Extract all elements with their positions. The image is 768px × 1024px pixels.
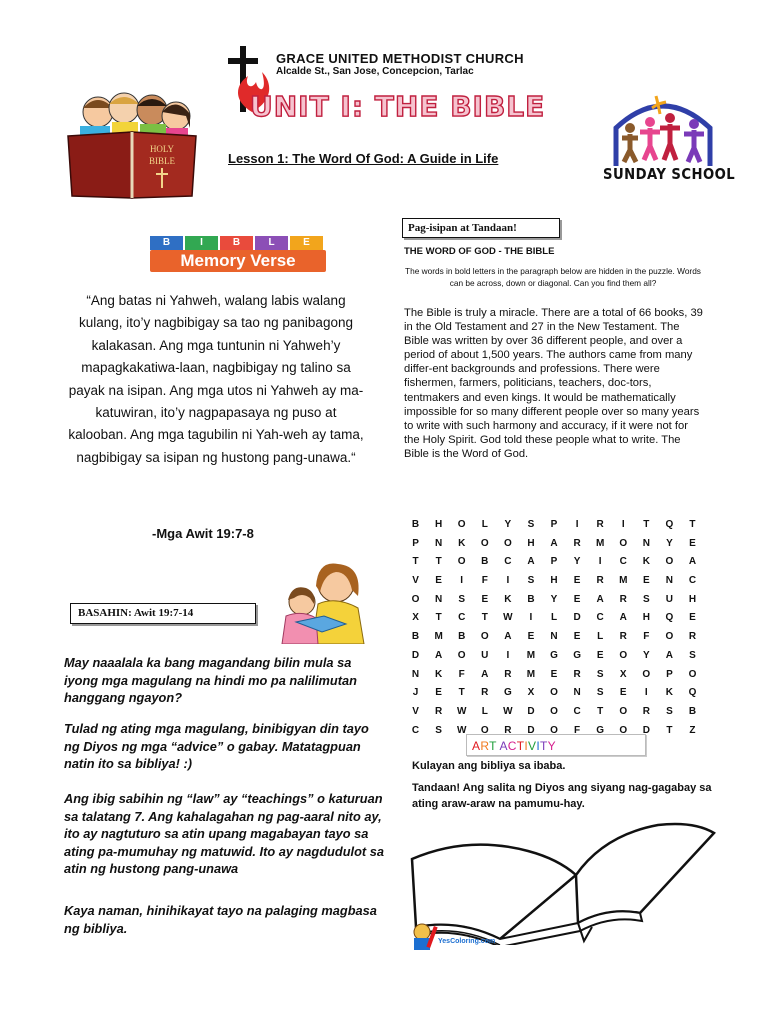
word-search-cell: L — [481, 705, 488, 717]
word-search-cell: C — [504, 556, 512, 568]
word-search-cell: D — [527, 705, 535, 717]
word-search-cell: O — [619, 649, 628, 661]
word-search-cell: I — [621, 519, 625, 530]
lesson-title: Lesson 1: The Word Of God: A Guide in Life — [228, 151, 499, 166]
word-search-cell: G — [596, 724, 605, 736]
word-search-cell: O — [642, 668, 651, 680]
word-search-cell: N — [411, 668, 420, 680]
word-search-cell: S — [666, 705, 673, 717]
basahin-paragraph-4: Kaya naman, hinihikayat tayo na palaging magbasa ng bibliya. — [64, 903, 377, 936]
word-search-cell: A — [550, 537, 558, 549]
word-search-cell: E — [689, 612, 696, 624]
word-search-cell: P — [550, 519, 558, 530]
word-search-cell: K — [435, 668, 443, 680]
art-label-letter: I — [524, 739, 529, 753]
basahin-label: BASAHIN: Awit 19:7-14 — [70, 603, 256, 624]
word-search-cell: C — [458, 612, 466, 624]
word-search-cell: E — [596, 649, 604, 661]
word-search-cell: H — [688, 593, 697, 605]
word-search-cell: I — [598, 556, 602, 568]
word-search-cell: I — [506, 649, 510, 661]
word-search-cell: R — [573, 668, 581, 680]
word-search-cell: O — [457, 649, 466, 661]
word-search-cell: O — [457, 519, 466, 530]
bible-letter: I — [185, 236, 218, 250]
basahin-paragraph-3: Ang ibig sabihin ng “law” ay “teachings” o katuruan sa talatang 7. Ang kahalagahan ng pag-aaral nito ay, ito ay nagtuturo sa atin upang magabayan tayo sa ating pa-mumuhay ng matuwid. Ito ay nagdudulot sa atin ng hustong pang-unawa — [64, 791, 384, 876]
word-search-cell: E — [435, 687, 442, 699]
word-search-cell: W — [456, 724, 467, 736]
art-label-letter: V — [528, 739, 537, 753]
word-search-cell: V — [412, 705, 419, 717]
word-search-cell: R — [688, 631, 697, 643]
word-search-cell: T — [481, 612, 488, 624]
word-search-cell: O — [457, 556, 466, 568]
word-search-cell: G — [573, 649, 581, 661]
art-label-letter: T — [516, 739, 525, 753]
word-search-cell: C — [688, 575, 697, 587]
word-search-cell: O — [665, 631, 674, 643]
word-search-cell: E — [573, 575, 581, 587]
word-search-cell: E — [550, 668, 558, 680]
word-search-cell: H — [642, 612, 650, 624]
word-search-cell: C — [411, 724, 420, 736]
word-search-cell: W — [456, 705, 467, 717]
word-search-cell: O — [688, 668, 697, 680]
word-search-cell: S — [527, 575, 535, 587]
word-search-row — [404, 572, 704, 591]
yescoloring-logo-icon — [410, 920, 500, 952]
word-search-cell: A — [688, 556, 697, 568]
art-label-letter: T — [489, 739, 497, 753]
word-search-cell: O — [480, 724, 489, 736]
word-search-cell: E — [573, 631, 581, 643]
word-search-row — [404, 703, 704, 722]
word-search-cell: C — [596, 612, 604, 624]
word-search-cell: T — [412, 556, 419, 568]
memory-verse-title: Memory Verse — [150, 250, 326, 272]
word-search-cell: S — [527, 519, 535, 530]
word-search-cell: S — [689, 649, 696, 661]
book-cover-holy: HOLY — [149, 144, 175, 154]
word-search-cell: E — [481, 593, 489, 605]
word-search-cell: K — [504, 593, 512, 605]
word-search-cell: O — [550, 687, 558, 699]
word-search-cell: R — [642, 705, 650, 717]
word-search-cell: X — [619, 668, 627, 680]
word-search-cell: S — [435, 724, 442, 736]
word-search-cell: Q — [665, 612, 674, 624]
word-search-cell: P — [412, 537, 419, 549]
art-label-letter: R — [480, 739, 490, 753]
word-search-cell: N — [642, 537, 650, 549]
word-search-cell: A — [665, 649, 674, 661]
word-search-cell: N — [573, 687, 581, 699]
church-name: GRACE UNITED METHODIST CHURCH — [276, 51, 524, 66]
word-search-cell: E — [689, 537, 696, 549]
word-search-cell: D — [411, 649, 420, 661]
word-search-cell: G — [550, 649, 558, 661]
word-search-cell: U — [665, 593, 674, 605]
word-search-cell: F — [481, 575, 488, 587]
art-label-letter: A — [472, 739, 481, 753]
word-search-cell: H — [527, 537, 535, 549]
word-search-cell: F — [643, 631, 650, 643]
word-search-row — [404, 591, 704, 610]
memory-verse-reference: -Mga Awit 19:7-8 — [152, 526, 254, 541]
word-search-cell: J — [412, 687, 419, 699]
word-search-cell: M — [526, 649, 536, 661]
word-search-cell: X — [412, 612, 419, 624]
word-search-cell: Y — [666, 537, 673, 549]
word-search-cell: Q — [688, 687, 697, 699]
word-search-cell: A — [596, 593, 604, 605]
word-search-row — [404, 535, 704, 554]
word-search-cell: S — [596, 668, 604, 680]
sunday-school-label: SUNDAY SCHOOL — [603, 165, 736, 183]
word-search-cell: A — [527, 556, 535, 568]
word-search-row — [404, 609, 704, 628]
word-search-row — [404, 553, 704, 572]
word-search-cell: S — [642, 593, 650, 605]
word-search-cell: Q — [665, 519, 674, 530]
art-label-letter: A — [499, 739, 508, 753]
word-search-cell: U — [481, 649, 489, 661]
word-search-row — [404, 516, 704, 535]
word-search-cell: E — [527, 631, 535, 643]
kids-holy-bible-icon — [62, 92, 202, 200]
word-search-cell: K — [458, 537, 466, 549]
memory-verse-text: “Ang batas ni Yahweh, walang labis walang kulang, ito’y nagbibigay sa tao ng panibagong kalakasan. Ang mga tuntunin ni Yahweh’y mapagkakatiwa-laan, nagbibigay ng talino sa payak na isipan. Ang mga utos ni Yahweh ay ma-katuwiran, ito’y nagpapasaya ng puso at kalooban. Ang mga tagubilin ni Yah-weh ay tama, nagbibigay sa isipan ng hustong pang-unawa.“ — [68, 293, 364, 465]
word-search-cell: T — [643, 519, 650, 530]
bible-letter: E — [290, 236, 323, 250]
word-search-cell: F — [574, 724, 581, 736]
word-search-cell: T — [435, 612, 442, 624]
word-search-cell: N — [665, 575, 674, 587]
word-search-cell: B — [688, 705, 697, 717]
word-search-cell: O — [619, 705, 628, 717]
word-search-cell: H — [435, 519, 443, 530]
word-search-cell: O — [480, 537, 489, 549]
word-search-cell: F — [458, 668, 465, 680]
basahin-paragraph-1: May naaalala ka bang magandang bilin mula sa iyong mga magulang na hindi mo pa nalilimutan hanggang ngayon? — [64, 655, 357, 705]
word-search-cell: R — [596, 519, 604, 530]
art-label-letter: C — [507, 739, 517, 753]
word-search-cell: L — [481, 519, 488, 530]
word-search-cell: R — [504, 668, 512, 680]
word-search-cell: Y — [550, 593, 558, 605]
bible-letter: B — [150, 236, 183, 250]
word-search-cell: O — [550, 705, 558, 717]
word-search-cell: V — [412, 575, 419, 587]
word-search-cell: Y — [504, 519, 512, 530]
word-search-cell: O — [550, 724, 558, 736]
word-of-god-heading: THE WORD OF GOD - THE BIBLE — [404, 246, 555, 257]
word-search-cell: K — [642, 556, 650, 568]
word-search-cell: T — [458, 687, 465, 699]
word-search-cell: T — [689, 519, 696, 530]
word-search-cell: Z — [689, 724, 696, 736]
word-search-cell: K — [665, 687, 674, 699]
word-search-cell: S — [596, 687, 604, 699]
word-search-cell: Y — [573, 556, 581, 568]
word-search-cell: A — [481, 668, 489, 680]
word-search-cell: M — [595, 537, 605, 549]
bible-letters — [150, 232, 326, 250]
art-instruction: Kulayan ang bibliya sa ibaba. — [412, 760, 566, 772]
word-search-cell: T — [597, 705, 604, 717]
word-search-cell: N — [550, 631, 558, 643]
word-search-grid — [404, 516, 704, 740]
word-search-cell: O — [503, 537, 512, 549]
word-search-cell: R — [573, 537, 581, 549]
word-search-cell: I — [644, 687, 648, 699]
word-search-cell: I — [506, 575, 510, 587]
word-search-cell: O — [619, 537, 628, 549]
word-search-cell: T — [435, 556, 442, 568]
word-search-cell: M — [619, 575, 628, 587]
word-search-cell: N — [435, 593, 443, 605]
word-search-cell: G — [503, 687, 512, 699]
word-search-cell: B — [527, 593, 535, 605]
art-label-letter: I — [536, 739, 540, 753]
basahin-paragraph-2: Tulad ng ating mga magulang, binibigyan din tayo ng Diyos ng mga “advice” o gabay. Matatagpuan natin ito sa bibliya! :) — [64, 721, 369, 771]
word-search-cell: L — [597, 631, 604, 643]
word-search-cell: W — [503, 612, 513, 624]
word-search-cell: R — [481, 687, 489, 699]
word-search-cell: C — [573, 705, 581, 717]
word-search-cell: W — [503, 705, 513, 717]
art-activity-box — [466, 734, 646, 756]
word-search-cell: B — [411, 519, 420, 530]
word-search-cell: I — [460, 575, 464, 587]
word-search-cell: D — [573, 612, 581, 624]
word-search-cell: M — [434, 631, 443, 643]
mother-child-reading-icon — [272, 560, 368, 644]
word-search-cell: R — [596, 575, 604, 587]
word-search-row — [404, 684, 704, 703]
word-search-cell: R — [435, 705, 443, 717]
word-search-cell: O — [480, 631, 489, 643]
art-label-letter: T — [539, 739, 548, 753]
word-search-row — [404, 628, 704, 647]
word-search-cell: O — [665, 556, 674, 568]
word-search-cell: E — [573, 593, 581, 605]
word-search-cell: Y — [642, 649, 650, 661]
word-search-cell: A — [619, 612, 627, 624]
word-search-cell: O — [411, 593, 420, 605]
art-activity-label — [472, 735, 645, 757]
word-search-cell: D — [642, 724, 650, 736]
word-search-cell: B — [458, 631, 466, 643]
word-search-cell: R — [619, 631, 627, 643]
word-search-cell: B — [481, 556, 489, 568]
word-search-cell: R — [619, 593, 627, 605]
bible-letter: B — [220, 236, 253, 250]
word-search-cell: E — [619, 687, 627, 699]
bible-memory-verse-badge — [150, 232, 326, 268]
word-search-cell: I — [575, 519, 579, 530]
word-search-cell: E — [642, 575, 650, 587]
word-search-cell: X — [527, 687, 535, 699]
word-search-cell: P — [550, 556, 558, 568]
word-search-row — [404, 666, 704, 685]
word-search-cell: M — [526, 668, 536, 680]
puzzle-instructions: The words in bold letters in the paragraph below are hidden in the puzzle. Words can be across, down or diagonal. Can you find them all? — [405, 266, 701, 288]
word-search-cell: P — [666, 668, 673, 680]
word-search-cell: H — [550, 575, 558, 587]
word-search-cell: E — [435, 575, 442, 587]
word-search-cell: B — [411, 631, 420, 643]
unit-title: UNIT I: THE BIBLE — [250, 90, 546, 123]
word-search-cell: L — [550, 612, 558, 624]
word-search-cell: S — [458, 593, 466, 605]
word-search-cell: C — [619, 556, 627, 568]
yescoloring-credit: YesColoring.com — [438, 938, 496, 945]
book-cover-bible: BIBLE — [149, 156, 175, 166]
word-search-row — [404, 647, 704, 666]
tandaan-reminder: Tandaan! Ang salita ng Diyos ang siyang nag-gagabay sa ating araw-araw na pamumu-hay. — [412, 782, 712, 811]
word-search-cell: N — [435, 537, 443, 549]
bible-letter: L — [255, 236, 288, 250]
word-search-cell: R — [504, 724, 512, 736]
word-search-cell: D — [527, 724, 535, 736]
bible-paragraph: The Bible is truly a miracle. There are a total of 66 books, 39 in the Old Testament and 27 in the New Testament. The Bible was written by over 36 different people, and over a period of about 1,500 years. The authors came from many differ-ent backgrounds and professions. There were fishermen, farmers, politicians, teachers, doc-tors, tentmakers and even kings. It would be mathematically impossible for so many different people over so many years to write with such harmony and accuracy, if it were not for the Holy Spirit. God told these people what to write. The Bible is the Word of God. — [404, 307, 703, 460]
pagisipan-label: Pag-isipan at Tandaan! — [402, 218, 560, 238]
word-search-cell: T — [666, 724, 673, 736]
word-search-cell: O — [619, 724, 628, 736]
word-search-cell: A — [504, 631, 512, 643]
word-search-cell: A — [435, 649, 443, 661]
art-label-letter: Y — [547, 739, 556, 753]
word-search-cell: I — [529, 612, 533, 624]
church-address: Alcalde St., San Jose, Concepcion, Tarlac — [276, 66, 474, 77]
